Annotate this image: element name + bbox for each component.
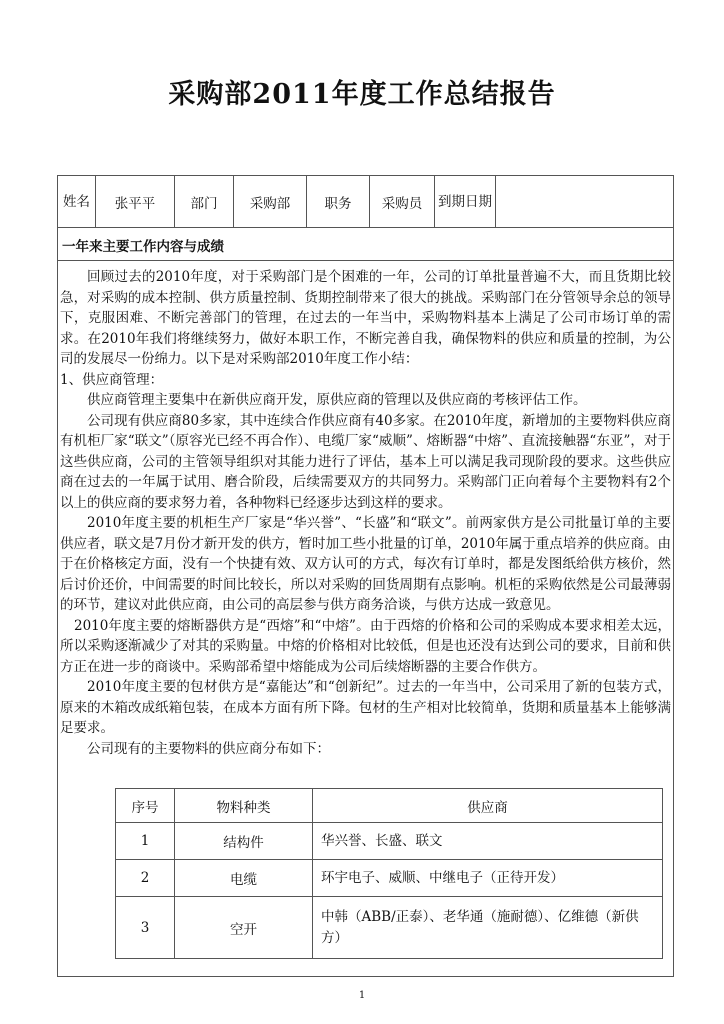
- paragraph: 回顾过去的2010年度，对于采购部门是个困难的一年，公司的订单批量普遍不大，而且货期比较急，对采购的成本控制、供方质量控制、货期控制带来了很大的挑战。采购部门在分管领导余总的领导下，克服困难、不断完善部门的管理，在过去的一年当中，采购物料基本上满足了公司市场订单的需求。在2010年我们将继续努力，做好本职工作，不断完善自我，确保物料的供应和质量的控制，为公司的发展尽一份绵力。以下是对采购部2010年度工作小结：: [60, 269, 671, 367]
- table-cell: 2: [116, 860, 175, 897]
- header-cell: 供应商: [313, 789, 663, 823]
- table-cell: 环宇电子、威顺、中继电子（正待开发）: [313, 860, 663, 897]
- table-cell: 结构件: [175, 823, 313, 860]
- header-cell: 物料种类: [175, 789, 313, 823]
- paragraph: 供应商管理主要集中在新供应商开发，原供应商的管理以及供应商的考核评估工作。: [87, 392, 587, 408]
- table-row: [116, 860, 663, 897]
- section-header: [57, 226, 674, 261]
- info-row: [58, 176, 674, 228]
- paragraph: 公司现有供应商80多家，其中连续合作供应商有40多家。在2010年度，新增加的主要物料供应商有机柜厂家“联文”（原容光已经不再合作）、电缆厂家“威顺”、熔断器“中熔”、直流接触器“东亚”，对于这些供应商，公司的主管领导组织对其能力进行了评估，基本上可以满足我司现阶段的要求。这些供应商在过去的一年属于试用、磨合阶段，后续需要双方的共同努力。采购部门正向着每个主要物料有2个以上的供应商的要求努力着，各种物料已经逐步达到这样的要求。: [60, 412, 671, 511]
- table-row: [116, 897, 663, 959]
- dept-label-cell: 部门: [175, 176, 234, 228]
- dept-cell: 采购部: [234, 176, 307, 228]
- table-header-row: [116, 789, 663, 823]
- name-label-cell: 姓名: [58, 176, 96, 228]
- info-table: [57, 175, 674, 228]
- name-cell: 张平平: [96, 176, 175, 228]
- position-label-cell: 职务: [307, 176, 370, 228]
- table-cell: 空开: [175, 897, 313, 959]
- table-cell: 3: [116, 897, 175, 959]
- paragraph: 2010年度主要的包材供方是“嘉能达”和“创新纪”。过去的一年当中，公司采用了新的包装方式，原来的木箱改成纸箱包装，在成本方面有所下降。包材的生产相对比较简单，货期和质量基本上能够满足要求。: [60, 679, 671, 736]
- table-cell: 中韩（ABB/正泰）、老华通（施耐德）、亿维德（新供方）: [313, 897, 663, 959]
- report-body: [60, 267, 671, 759]
- table-cell: 1: [116, 823, 175, 860]
- paragraph: 2010年度主要的熔断器供方是“西熔”和“中熔”。由于西熔的价格和公司的采购成本要求相差太远，所以采购逐渐减少了对其的采购量。中熔的价格相对比较低，但是也还没有达到公司的要求，目前和供方正在进一步的商谈中。采购部希望中熔能成为公司后续熔断器的主要合作供方。: [60, 617, 671, 675]
- expiry-label-cell: 到期日期: [435, 176, 496, 228]
- supplier-table: [115, 788, 663, 959]
- paragraph: 2010年度主要的机柜生产厂家是“华兴誉”、“长盛”和“联文”。前两家供方是公司批量订单的主要供应者，联文是7月份才新开发的供方，暂时加工些小批量的订单，2010年属于重点培养的供应商。由于在价格核定方面，没有一个快捷有效、双方认可的方式，每次有订单时，都是发图纸给供方核价，然后讨价还价，中间需要的时间比较长，所以对采购的回货周期有点影响。机柜的采购依然是公司最薄弱的环节，建议对此供应商，由公司的高层参与供方商务洽谈，与供方达成一致意见。: [60, 515, 671, 613]
- page-title: 采购部2011年度工作总结报告: [168, 79, 556, 110]
- table-row: [116, 823, 663, 860]
- page-number: 1: [358, 990, 366, 1001]
- section-title: 一年来主要工作内容与成绩: [62, 239, 224, 255]
- table-cell: 华兴誉、长盛、联文: [313, 823, 663, 860]
- header-cell: 序号: [116, 789, 175, 823]
- expiry-cell: [496, 176, 674, 228]
- subheading: 1、供应商管理：: [60, 371, 164, 388]
- position-cell: 采购员: [370, 176, 435, 228]
- paragraph: 公司现有的主要物料的供应商分布如下：: [87, 740, 330, 757]
- table-cell: 电缆: [175, 860, 313, 897]
